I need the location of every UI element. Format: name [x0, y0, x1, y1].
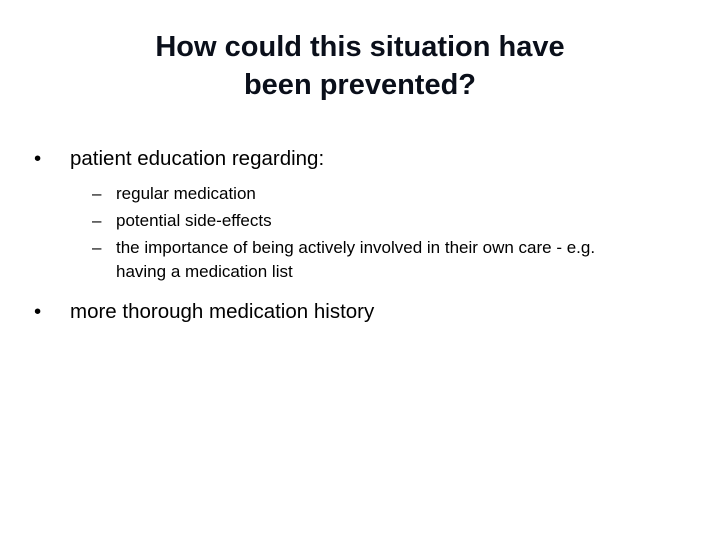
bullet-list — [34, 146, 694, 325]
sub-bullet-regular-medication — [92, 180, 694, 207]
sub-bullet-active-involvement — [92, 234, 694, 285]
slide-title — [60, 28, 660, 104]
sub-bullet-side-effects — [92, 207, 694, 234]
sub-bullet-text: regular medication — [116, 184, 256, 203]
bullet-item-patient-education — [34, 146, 694, 172]
slide-title-line-2: been prevented? — [243, 69, 477, 101]
bullet-marker: • — [34, 300, 42, 323]
bullet-item-medication-history — [34, 299, 694, 325]
sub-bullet-continuation: having a medication list — [116, 262, 293, 281]
dash-marker: – — [92, 211, 102, 230]
slide-title-line-1: How could this situation have — [155, 31, 565, 63]
sub-bullet-list — [92, 180, 694, 285]
bullet-text: more thorough medication history — [70, 300, 375, 323]
dash-marker: – — [92, 238, 102, 257]
sub-bullet-text: the importance of being actively involved in their own care - e.g. — [116, 238, 596, 257]
sub-bullet-text: potential side-effects — [116, 211, 272, 230]
bullet-marker: • — [34, 147, 42, 170]
bullet-text: patient education regarding: — [70, 147, 325, 170]
dash-marker: – — [92, 184, 102, 203]
